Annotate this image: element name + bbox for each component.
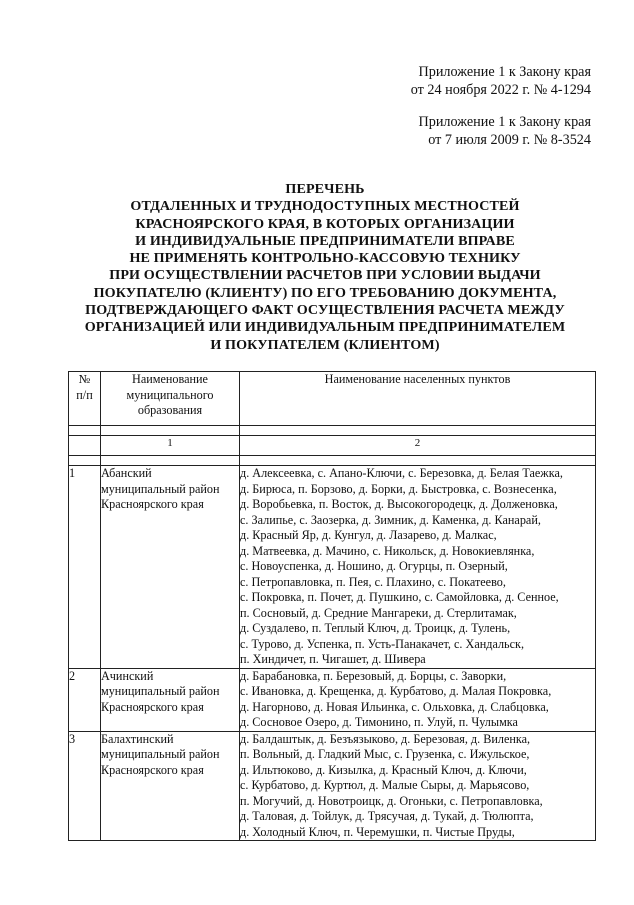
table-spacer-row — [69, 456, 596, 466]
title-line: ПОДТВЕРЖДАЮЩЕГО ФАКТ ОСУЩЕСТВЛЕНИЯ РАСЧЕТА МЕЖДУ — [85, 302, 565, 319]
places-line: д. Сосновое Озеро, д. Тимонино, п. Улуй, п. Чулымка — [240, 715, 518, 729]
row-number: 1 — [69, 466, 101, 669]
places-line: с. Новоуспенка, д. Ношино, д. Огурцы, п. Озерный, — [240, 559, 508, 573]
header-municipality-line: Наименование — [132, 372, 208, 386]
places-line: д. Суздалево, п. Теплый Ключ, д. Троицк, д. Тулень, — [240, 621, 511, 635]
header-municipality-line: муниципального — [126, 387, 214, 402]
title-line: И ПОКУПАТЕЛЕМ (КЛИЕНТОМ) — [210, 336, 440, 353]
title-line: ОРГАНИЗАЦИЕЙ ИЛИ ИНДИВИДУАЛЬНЫМ ПРЕДПРИНИМАТЕЛЕМ — [84, 319, 566, 336]
header-places: Наименование населенных пунктов — [240, 372, 596, 426]
places-line: д. Холодный Ключ, п. Черемушки, п. Чистые Пруды, — [240, 824, 515, 839]
places-list — [240, 466, 596, 669]
column-number-cell: 2 — [240, 436, 596, 456]
header-number-label: п/п — [76, 387, 93, 402]
appendix-original-line2: от 7 июля 2009 г. № 8-3524 — [428, 132, 591, 148]
municipality-name — [101, 466, 240, 669]
places-line: с. Турово, д. Успенка, п. Усть-Панакачет, с. Хандальск, — [240, 636, 524, 651]
header-number — [69, 372, 101, 426]
places-line: п. Могучий, д. Новотроицк, д. Огоньки, с. Петропавловка, — [240, 793, 543, 808]
places-list — [240, 668, 596, 731]
municipality-name — [101, 731, 240, 841]
places-line: д. Балдаштык, д. Безъязыково, д. Березовая, д. Виленка, — [240, 731, 531, 746]
header-municipality-line: образования — [137, 403, 203, 417]
table-row — [69, 466, 596, 669]
places-line: с. Ивановка, д. Крещенка, д. Курбатово, д. Малая Покровка, — [240, 684, 552, 698]
table-spacer-row — [69, 426, 596, 436]
places-line: д. Красный Яр, д. Кунгул, д. Лазарево, д. Малкас, — [240, 528, 497, 542]
municipality-line: Красноярского края — [101, 699, 204, 714]
places-line: с. Петропавловка, п. Пея, с. Плахино, с. Покатеево, — [240, 574, 506, 589]
municipality-line: Абанский — [101, 466, 152, 480]
places-line: п. Вольный, д. Гладкий Мыс, с. Грузенка, с. Ижульское, — [240, 747, 530, 761]
places-line: д. Бирюса, п. Борзово, д. Борки, д. Быстровка, с. Вознесенка, — [240, 481, 557, 496]
appendix-original-law — [419, 113, 592, 149]
appendix-current-line2: от 24 ноября 2022 г. № 4-1294 — [410, 82, 591, 98]
table-row — [69, 668, 596, 731]
appendix-current-law — [411, 63, 591, 99]
title-line: ОТДАЛЕННЫХ И ТРУДНОДОСТУПНЫХ МЕСТНОСТЕЙ — [130, 198, 520, 215]
places-line: д. Барабановка, п. Березовый, д. Борцы, с. Заворки, — [240, 668, 507, 683]
municipality-name — [101, 668, 240, 731]
places-line: д. Нагорново, д. Новая Ильинка, с. Ольховка, д. Слабцовка, — [240, 699, 549, 714]
municipality-line: муниципальный район — [101, 481, 220, 496]
table-row — [69, 731, 596, 841]
document-title — [60, 181, 590, 354]
title-line: ПРИ ОСУЩЕСТВЛЕНИИ РАСЧЕТОВ ПРИ УСЛОВИИ ВЫДАЧИ — [109, 267, 541, 284]
table-header-row — [69, 372, 596, 426]
column-number-cell — [69, 436, 101, 456]
places-line: с. Курбатово, д. Куртюл, д. Малые Сыры, д. Марьясово, — [240, 778, 530, 792]
title-line: КРАСНОЯРСКОГО КРАЯ, В КОТОРЫХ ОРГАНИЗАЦИИ — [135, 215, 515, 232]
municipality-line: муниципальный район — [101, 747, 220, 761]
places-list — [240, 731, 596, 841]
municipality-line: Красноярского края — [101, 497, 204, 511]
places-line: д. Алексеевка, с. Апано-Ключи, с. Березовка, д. Белая Таежка, — [240, 466, 563, 480]
appendix-current-line1: Приложение 1 к Закону края — [418, 64, 591, 80]
places-line: п. Хиндичет, п. Чигашет, д. Шивера — [240, 652, 426, 666]
header-municipality — [101, 372, 240, 426]
municipality-line: муниципальный район — [101, 684, 220, 698]
places-line: д. Таловая, д. Тойлук, д. Трясучая, д. Тукай, д. Тюлюпта, — [240, 809, 534, 823]
title-line: ПОКУПАТЕЛЮ (КЛИЕНТУ) ПО ЕГО ТРЕБОВАНИЮ ДОКУМЕНТА, — [93, 284, 557, 301]
municipality-line: Красноярского края — [101, 762, 204, 777]
title-line: И ИНДИВИДУАЛЬНЫЕ ПРЕДПРИНИМАТЕЛИ ВПРАВЕ — [135, 232, 515, 249]
places-line: д. Воробьевка, п. Восток, д. Высокогородецк, д. Долженовка, — [240, 497, 558, 511]
places-line: с. Покровка, п. Почет, д. Пушкино, с. Самойловка, д. Сенное, — [240, 590, 559, 604]
places-line: д. Матвеевка, д. Мачино, с. Никольск, д. Новокиевлянка, — [240, 543, 535, 558]
places-line: п. Сосновый, д. Средние Мангареки, д. Стерлитамак, — [240, 605, 517, 620]
row-number: 3 — [69, 731, 101, 841]
places-line: д. Ильтюково, д. Кизылка, д. Красный Ключ, д. Ключи, — [240, 762, 527, 777]
column-number-cell: 1 — [101, 436, 240, 456]
municipality-line: Ачинский — [101, 668, 154, 683]
row-number: 2 — [69, 668, 101, 731]
appendix-original-line1: Приложение 1 к Закону края — [418, 114, 591, 130]
title-line: НЕ ПРИМЕНЯТЬ КОНТРОЛЬНО-КАССОВУЮ ТЕХНИКУ — [129, 250, 521, 267]
column-number-row — [69, 436, 596, 456]
places-line: с. Залипье, с. Заозерка, д. Зимник, д. Каменка, д. Канарай, — [240, 512, 541, 527]
title-line: ПЕРЕЧЕНЬ — [285, 181, 365, 197]
header-number-symbol: № — [78, 372, 91, 386]
localities-table — [68, 371, 596, 841]
municipality-line: Балахтинский — [101, 731, 174, 746]
